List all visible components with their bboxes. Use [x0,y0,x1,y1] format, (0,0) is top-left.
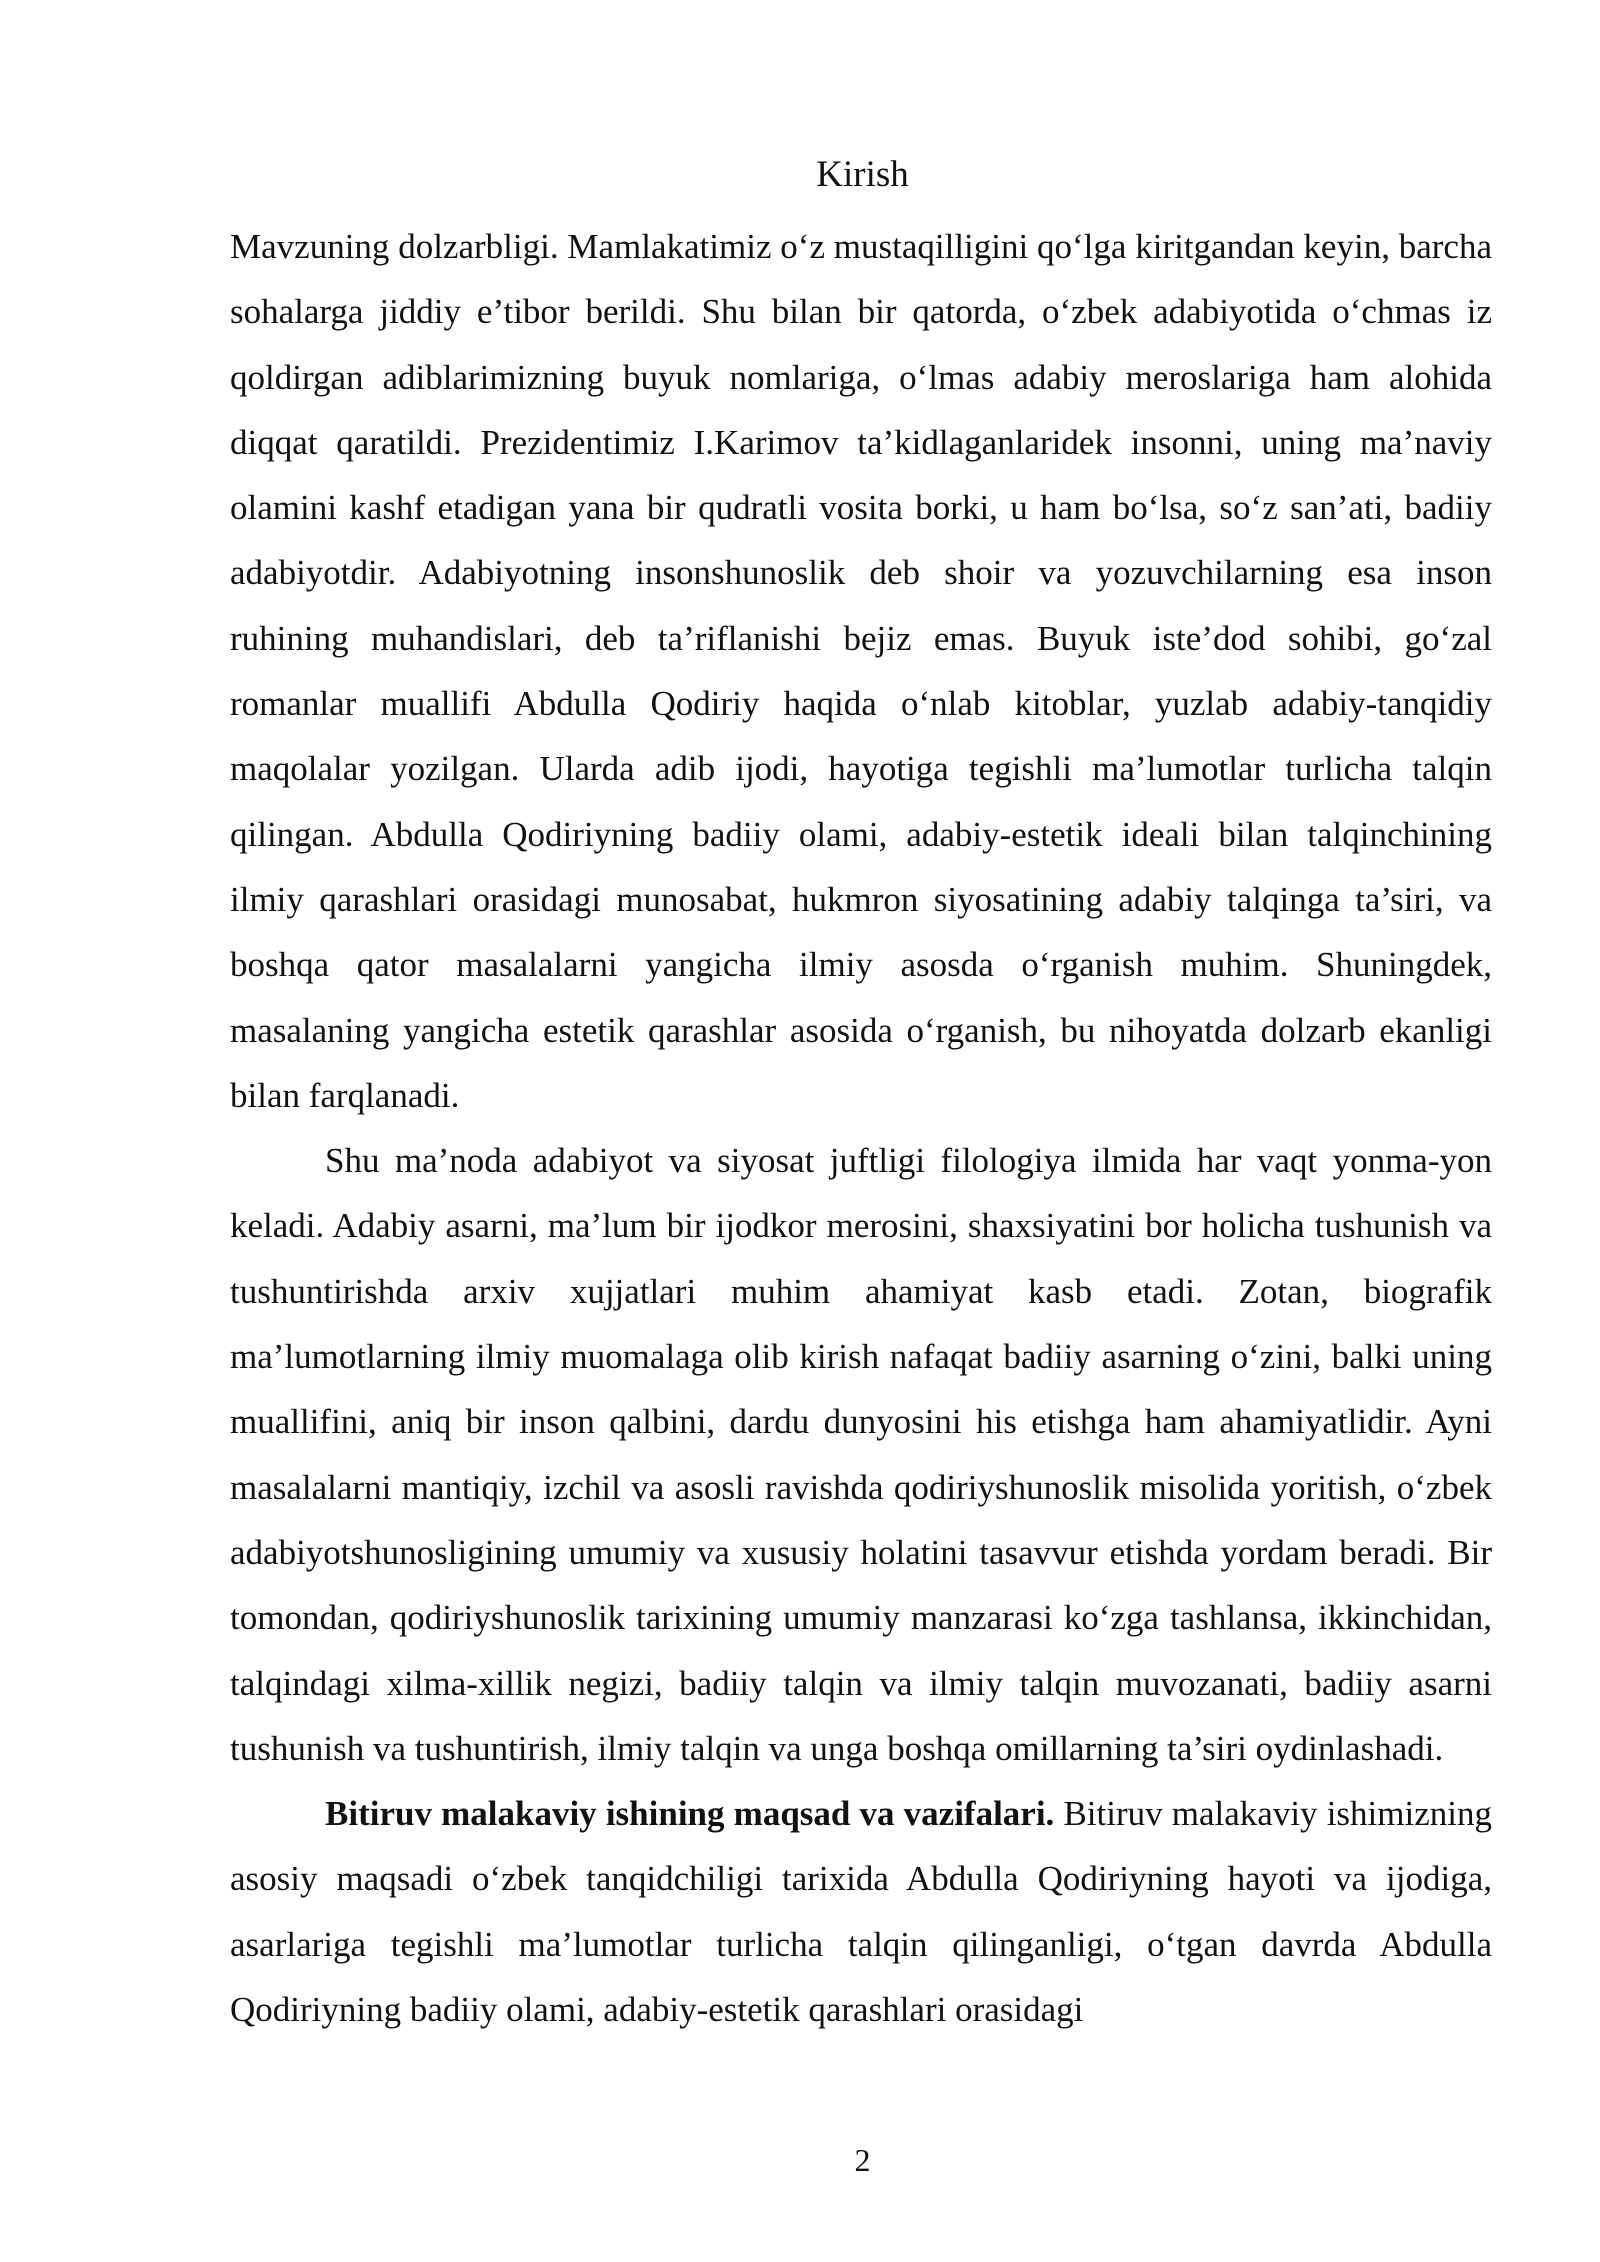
page-number: 2 [854,2142,871,2178]
paragraph-goals [230,1781,1492,2042]
goals-text: Bitiruv malakaviy ishimizning asosiy maqsadi o‘zbek tanqidchiligi tarixida Abdulla Qodiriyning hayoti va ijodiga, asarlariga tegishli ma’lumotlar turlicha talqin qilinganligi, o‘tgan davrda Abdulla Qodiriyning badiiy olami, adabiy-estetik qarashlari orasidagi [230,1794,1492,2030]
paragraph-politics: Shu ma’noda adabiyot va siyosat juftligi filologiya ilmida har vaqt yonma-yon keladi. Adabiy asarni, ma’lum bir ijodkor merosini, shaxsiyatini bor holicha tushunish va tushuntirishda arxiv xujjatlari muhim ahamiyat kasb etadi. Zotan, biografik ma’lumotlarning ilmiy muomalaga olib kirish nafaqat badiiy asarning o‘zini, balki uning muallifini, aniq bir inson qalbini, dardu dunyosini his etishga ham ahamiyatlidir. Ayni masalalarni mantiqiy, izchil va asosli ravishda qodiriyshunoslik misolida yoritish, o‘zbek adabiyotshunosligining umumiy va xususiy holatini tasavvur etishda yordam beradi. Bir tomondan, qodiriyshunoslik tarixining umumiy manzarasi ko‘zga tashlansa, ikkinchidan, talqindagi xilma-xillik negizi, badiiy talqin va ilmiy talqin muvozanati, badiiy asarni tushunish va tushuntirish, ilmiy talqin va unga boshqa omillarning ta’siri oydinlashadi. [230,1141,1492,1768]
page-title: Kirish [816,154,909,195]
body-text [230,214,1492,2042]
goals-heading: Bitiruv malakaviy ishining maqsad va vazifalari. [325,1794,1055,1834]
paragraph-relevance: Mavzuning dolzarbligi. Mamlakatimiz o‘z mustaqilligini qo‘lga kiritgandan keyin, barcha sohalarga jiddiy e’tibor berildi. Shu bilan bir qatorda, o‘zbek adabiyotida o‘chmas iz qoldirgan adiblarimizning buyuk nomlariga, o‘lmas adabiy meroslariga ham alohida diqqat qaratildi. Prezidentimiz I.Karimov ta’kidlaganlaridek insonni, uning ma’naviy olamini kashf etadigan yana bir qudratli vosita borki, u ham bo‘lsa, so‘z san’ati, badiiy adabiyotdir. Adabiyotning insonshunoslik deb shoir va yozuvchilarning esa inson ruhining muhandislari, deb ta’riflanishi bejiz emas. Buyuk iste’dod sohibi, go‘zal romanlar muallifi Abdulla Qodiriy haqida o‘nlab kitoblar, yuzlab adabiy-tanqidiy maqolalar yozilgan. Ularda adib ijodi, hayotiga tegishli ma’lumotlar turlicha talqin qilingan. Abdulla Qodiriyning badiiy olami, adabiy-estetik ideali bilan talqinchining ilmiy qarashlari orasidagi munosabat, hukmron siyosatining adabiy talqinga ta’siri, va boshqa qator masalalarni yangicha ilmiy asosda o‘rganish muhim. Shuningdek, masalaning yangicha estetik qarashlar asosida o‘rganish, bu nihoyatda dolzarb ekanligi bilan farqlanadi. [230,227,1492,1115]
